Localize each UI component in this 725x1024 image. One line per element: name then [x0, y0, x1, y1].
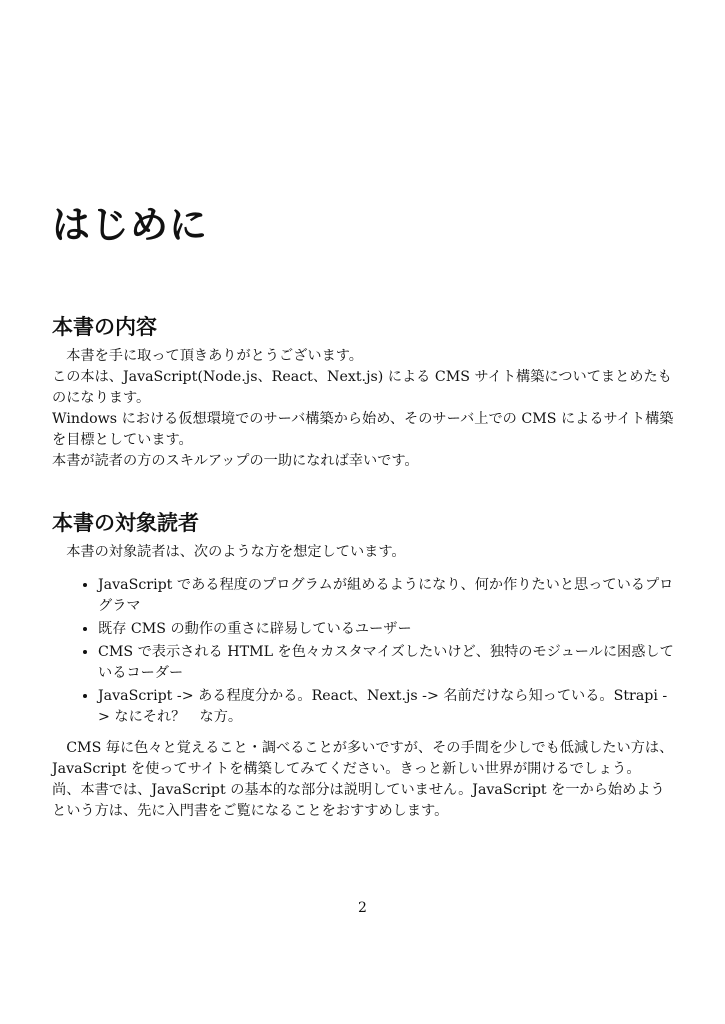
audience-intro: 本書の対象読者は、次のような方を想定しています。: [66, 544, 406, 560]
contents-paragraph-1: 本書を手に取って頂きありがとうございます。: [66, 348, 363, 364]
section-spacer: [52, 472, 674, 508]
audience-list: [52, 575, 674, 728]
audience-paragraph-2: 尚、本書では、JavaScript の基本的な部分は説明していません。JavaScript を一から始めようという方は、先に入門書をご覧になることをおすすめします。: [52, 782, 665, 819]
contents-paragraph-4: 本書が読者の方のスキルアップの一助になれば幸いです。: [52, 453, 419, 469]
list-item: • JavaScript -> ある程度分かる。React、Next.js -> 名前だけなら知っている。Strapi -> なにそれ？ な方。: [98, 686, 674, 728]
audience-paragraph-1: CMS 毎に色々と覚えること・調べることが多いですが、その手間を少しでも低減したい方は、JavaScript を使ってサイトを構築してみてください。きっと新しい世界が開けるでしょう。: [52, 740, 674, 777]
page-number: 2: [358, 900, 367, 916]
page-content: [52, 196, 674, 822]
section-heading-audience: 本書の対象読者: [52, 511, 199, 535]
list-item: • JavaScript である程度のプログラムが組めるようになり、何か作りたいと思っているプログラマ: [98, 575, 674, 617]
contents-paragraph-3: Windows における仮想環境でのサーバ構築から始め、そのサーバ上での CMS によるサイト構築を目標としています。: [52, 411, 674, 448]
contents-paragraph-2: この本は、JavaScript(Node.js、React、Next.js) による CMS サイト構築についてまとめたものになります。: [52, 369, 672, 406]
list-item: • 既存 CMS の動作の重さに辟易しているユーザー: [98, 619, 674, 640]
section-heading-contents: 本書の内容: [52, 315, 157, 339]
list-item: • CMS で表示される HTML を色々カスタマイズしたいけど、独特のモジュールに困惑しているコーダー: [98, 642, 674, 684]
chapter-title: はじめに: [52, 203, 209, 247]
